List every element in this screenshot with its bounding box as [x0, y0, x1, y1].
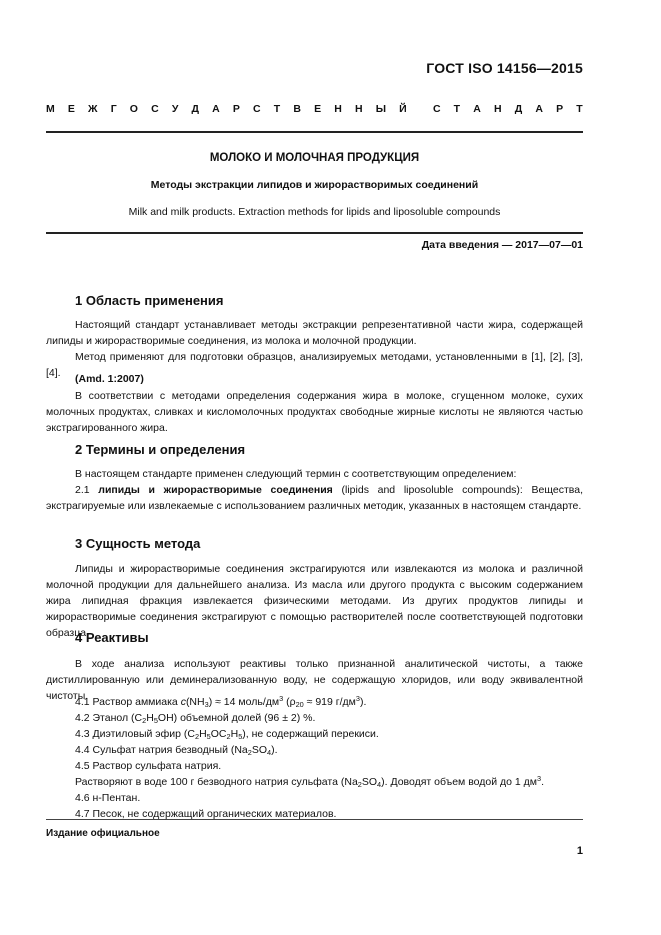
- reagent-text: ≈ 919 г/дм: [303, 696, 356, 708]
- banner-letter: Т: [273, 103, 281, 115]
- reagent-text: ). Доводят объем водой до 1 дм: [381, 776, 537, 788]
- reagent-4-4: [75, 742, 278, 758]
- superscript: 3: [355, 694, 360, 703]
- subscript: 5: [206, 732, 211, 741]
- reagent-text: H: [230, 728, 239, 740]
- reagent-text: (NH: [185, 696, 205, 708]
- introduction-date: Дата введения — 2017—07—01: [421, 239, 583, 251]
- section-1-paragraph-3: В соответствии с методами определения содержания жира в молоке, сгущенном молоке, сухих молочных продуктах, сливках и кисломолочных продуктах свободные жирные кислоты не являются частью экстрагированного жира.: [46, 390, 583, 434]
- banner-letter: С: [151, 103, 159, 115]
- banner-letter: Т: [576, 103, 583, 115]
- banner-letter: Т: [453, 103, 461, 115]
- concentration-symbol: c: [180, 696, 186, 708]
- reagent-4-5-preparation: [75, 774, 544, 790]
- reagent-text: .: [541, 776, 545, 788]
- title-rule: [46, 232, 583, 234]
- reagent-text: ).: [271, 744, 278, 756]
- reagent-text: 4.1 Раствор аммиака: [75, 696, 181, 708]
- reagent-text: 4.2 Этанол (C: [75, 712, 143, 724]
- page-number: 1: [576, 845, 583, 857]
- section-2-heading: 2 Термины и определения: [75, 442, 246, 457]
- section-1-paragraph-1: Настоящий стандарт устанавливает методы экстракции репрезентативной части жира, содержащей липиды и жирорастворимые соединения, из молока и молочной продукции.: [46, 319, 583, 347]
- banner-letter: Д: [514, 103, 523, 115]
- term-text: (lipids and liposoluble compounds): Вещества, экстрагируемые или извлекаемые с использованием различных методик, указанных в настоящем стандарте.: [46, 484, 583, 512]
- reagent-4-5: 4.5 Раствор сульфата натрия.: [75, 760, 222, 772]
- reagent-text: Растворяют в воде 100 г безводного натрия сульфата (Na: [75, 776, 358, 788]
- reagent-4-3: [75, 726, 379, 742]
- reagent-text: 4.3 Диэтиловый эфир (C: [75, 728, 195, 740]
- section-2-paragraph-1: В настоящем стандарте применен следующий термин с соответствующим определением:: [75, 468, 517, 480]
- subscript: 20: [295, 700, 304, 709]
- banner-letter: А: [212, 103, 220, 115]
- banner-letter: Н: [493, 103, 502, 115]
- top-rule: [46, 131, 583, 133]
- official-edition-label: Издание официальное: [46, 828, 160, 839]
- subscript: 2: [226, 732, 231, 741]
- subtitle: Методы экстракции липидов и жирорастворимых соединений: [150, 179, 479, 191]
- reagent-text: 4.4 Сульфат натрия безводный (Na: [75, 744, 248, 756]
- reagent-4-6: 4.6 н-Пентан.: [75, 792, 141, 804]
- reagent-text: (ρ: [283, 696, 296, 708]
- reagent-text: SO: [361, 776, 378, 788]
- section-1-paragraph-2: Метод применяют для подготовки образцов, анализируемых методами, установленными в [1], [2], [3], [4].: [46, 351, 583, 379]
- reagent-text: ) ≈ 14 моль/дм: [208, 696, 280, 708]
- subscript: 4: [377, 780, 382, 789]
- banner-letter: С: [253, 103, 261, 115]
- subscript: 2: [194, 732, 200, 741]
- superscript: 3: [279, 694, 284, 703]
- banner-letter: Ы: [375, 103, 386, 115]
- english-title: Milk and milk products. Extraction methods for lipids and liposoluble compounds: [128, 206, 501, 218]
- standard-type-banner: [46, 103, 583, 115]
- reagent-text: ), не содержащий перекиси.: [242, 728, 379, 740]
- footer-rule: [46, 819, 583, 820]
- term-number: 2.1: [75, 484, 90, 496]
- reagent-4-1: [75, 694, 366, 710]
- banner-letter: Д: [191, 103, 199, 115]
- section-4-paragraph: В ходе анализа используют реактивы только признанной аналитической чистоты, а также дистиллированную или деминерализованную воду, не содержащую хлоридов, или воду эквивалентной чистоты.: [46, 658, 583, 702]
- section-1-heading: 1 Область применения: [75, 293, 224, 308]
- banner-letter: А: [535, 103, 543, 115]
- reagent-4-2: [75, 710, 315, 726]
- banner-letter: Н: [354, 103, 363, 115]
- banner-letter: Й: [399, 103, 407, 115]
- banner-letter: Р: [232, 103, 240, 115]
- reagent-4-7: 4.7 Песок, не содержащий органических материалов.: [75, 808, 337, 820]
- subscript: 2: [357, 780, 362, 789]
- banner-letter: С: [432, 103, 441, 115]
- banner-letter: А: [473, 103, 481, 115]
- term-definition: [46, 482, 583, 514]
- section-3-paragraph: Липиды и жирорастворимые соединения экстрагируются или извлекаются из молока и различной молочной продукции для дальнейшего анализа. Из масла или другого продукта с высоким содержанием жира липидная фракция извлекается физическими методами. Из других продуктов липиды и жирорастворимые соединения экстрагируют с помощью растворителей после соответствующей подготовки образца.: [46, 563, 583, 639]
- main-title: МОЛОКО И МОЛОЧНАЯ ПРОДУКЦИЯ: [209, 152, 420, 164]
- reagent-text: H: [199, 728, 207, 740]
- subscript: 2: [142, 716, 147, 725]
- reagent-text: SO: [251, 744, 268, 756]
- standard-number: ГОСТ ISO 14156—2015: [426, 60, 583, 76]
- banner-letter: У: [171, 103, 179, 115]
- section-4-heading: 4 Реактивы: [75, 630, 149, 645]
- banner-letter: Е: [67, 103, 75, 115]
- banner-letter: Н: [334, 103, 342, 115]
- reagent-text: H: [146, 712, 154, 724]
- subscript: 5: [153, 716, 158, 725]
- subscript: 3: [204, 700, 209, 709]
- reagent-text: OH) объемной долей (96 ± 2) %.: [157, 712, 316, 724]
- subscript: 2: [247, 748, 252, 757]
- banner-letter: О: [129, 103, 138, 115]
- reagent-text: OC: [210, 728, 227, 740]
- banner-letter: Е: [314, 103, 322, 115]
- banner-letter: Г: [110, 103, 117, 115]
- amendment-note: (Amd. 1:2007): [75, 373, 144, 385]
- subscript: 4: [267, 748, 272, 757]
- reagent-text: ).: [359, 696, 367, 708]
- banner-letter: М: [46, 103, 55, 115]
- banner-letter: Р: [556, 103, 564, 115]
- banner-letter: В: [293, 103, 301, 115]
- subscript: 5: [238, 732, 243, 741]
- banner-letter: Ж: [88, 103, 98, 115]
- superscript: 3: [537, 774, 542, 783]
- section-3-heading: 3 Сущность метода: [75, 536, 201, 551]
- term-name: липиды и жирорастворимые соединения: [98, 484, 333, 496]
